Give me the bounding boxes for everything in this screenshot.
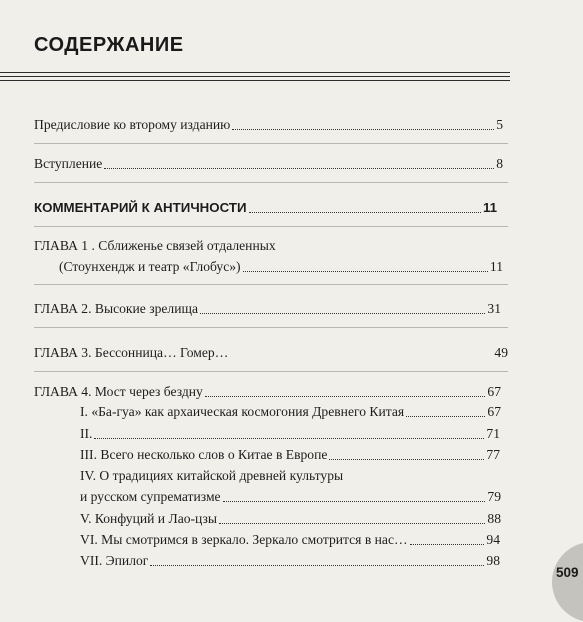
toc-subentry-6[interactable] [80, 532, 500, 548]
toc-entry-title: III. Всего несколько слов о Китае в Европе [80, 447, 328, 462]
toc-entry-title: VI. Мы смотримся в зеркало. Зеркало смотрится в нас… [80, 532, 408, 547]
toc-subentry-4[interactable] [80, 489, 501, 505]
title-rule-top [0, 72, 510, 73]
section-divider [34, 327, 508, 328]
toc-subentry-7[interactable] [80, 553, 500, 569]
leader-dots [104, 168, 494, 169]
toc-subentry-3[interactable] [80, 447, 500, 463]
toc-entry-title: КОММЕНТАРИЙ К АНТИЧНОСТИ [34, 200, 247, 215]
toc-entry-chapter-4[interactable] [34, 384, 501, 400]
toc-entry-title: Предисловие ко второму изданию [34, 117, 231, 132]
page-number-tab [552, 542, 583, 622]
toc-entry-chapter-3[interactable] [34, 345, 508, 361]
toc-entry-preface[interactable] [34, 117, 503, 133]
toc-entry-page: 79 [487, 489, 501, 504]
leader-dots [329, 459, 484, 460]
toc-entry-chapter-1-line1[interactable]: ГЛАВА 1 . Сближенье связей отдаленных [34, 238, 276, 253]
toc-entry-title: VII. Эпилог [80, 553, 149, 568]
toc-entry-chapter-1[interactable] [59, 259, 503, 275]
toc-entry-page: 88 [487, 511, 501, 526]
leader-space [230, 357, 492, 358]
leader-dots [150, 565, 484, 566]
toc-entry-title: ГЛАВА 2. Высокие зрелища [34, 301, 198, 316]
toc-entry-title: (Стоунхендж и театр «Глобус») [59, 259, 241, 274]
toc-entry-title: ГЛАВА 4. Мост через бездну [34, 384, 203, 399]
leader-dots [205, 396, 486, 397]
section-divider [34, 371, 508, 372]
section-divider [34, 284, 508, 285]
toc-entry-title: V. Конфуций и Лао-цзы [80, 511, 218, 526]
leader-dots [406, 416, 485, 417]
leader-dots [249, 212, 481, 213]
leader-dots [223, 501, 486, 502]
page-title: СОДЕРЖАНИЕ [34, 34, 184, 56]
leader-dots [243, 271, 488, 272]
toc-subentry-2[interactable] [80, 426, 500, 442]
toc-entry-chapter-2[interactable] [34, 301, 501, 317]
toc-entry-commentary[interactable] [34, 200, 497, 216]
toc-subentry-4-line1[interactable]: IV. О традициях китайской древней культуры [80, 468, 344, 483]
toc-entry-page: 11 [489, 259, 503, 274]
toc-entry-page: 77 [486, 447, 500, 462]
toc-entry-page: 67 [487, 404, 501, 419]
toc-entry-title: и русском супрематизме [80, 489, 221, 504]
toc-entry-page: 8 [496, 156, 503, 171]
leader-dots [94, 438, 484, 439]
section-divider [34, 226, 508, 227]
toc-entry-page: 49 [494, 345, 508, 360]
toc-entry-title: I. «Ба-гуа» как архаическая космогония Древнего Китая [80, 404, 405, 419]
leader-dots [232, 129, 494, 130]
leader-dots [410, 544, 485, 545]
toc-entry-page: 94 [486, 532, 500, 547]
toc-entry-title: II. [80, 426, 93, 441]
toc-entry-page: 11 [482, 200, 497, 215]
toc-entry-page: 67 [487, 384, 501, 399]
section-divider [34, 143, 508, 144]
title-rule-bottom [0, 80, 510, 81]
section-divider [34, 182, 508, 183]
leader-dots [200, 313, 485, 314]
toc-entry-page: 31 [487, 301, 501, 316]
title-rule-middle [0, 76, 510, 77]
toc-entry-page: 98 [486, 553, 500, 568]
toc-subentry-5[interactable] [80, 511, 501, 527]
toc-entry-page: 5 [496, 117, 503, 132]
page-number: 509 [556, 565, 579, 580]
toc-entry-page: 71 [486, 426, 500, 441]
toc-entry-title: ГЛАВА 3. Бессонница… Гомер… [34, 345, 229, 360]
toc-entry-introduction[interactable] [34, 156, 503, 172]
toc-subentry-1[interactable] [80, 404, 501, 420]
leader-dots [219, 523, 485, 524]
toc-entry-title: Вступление [34, 156, 103, 171]
